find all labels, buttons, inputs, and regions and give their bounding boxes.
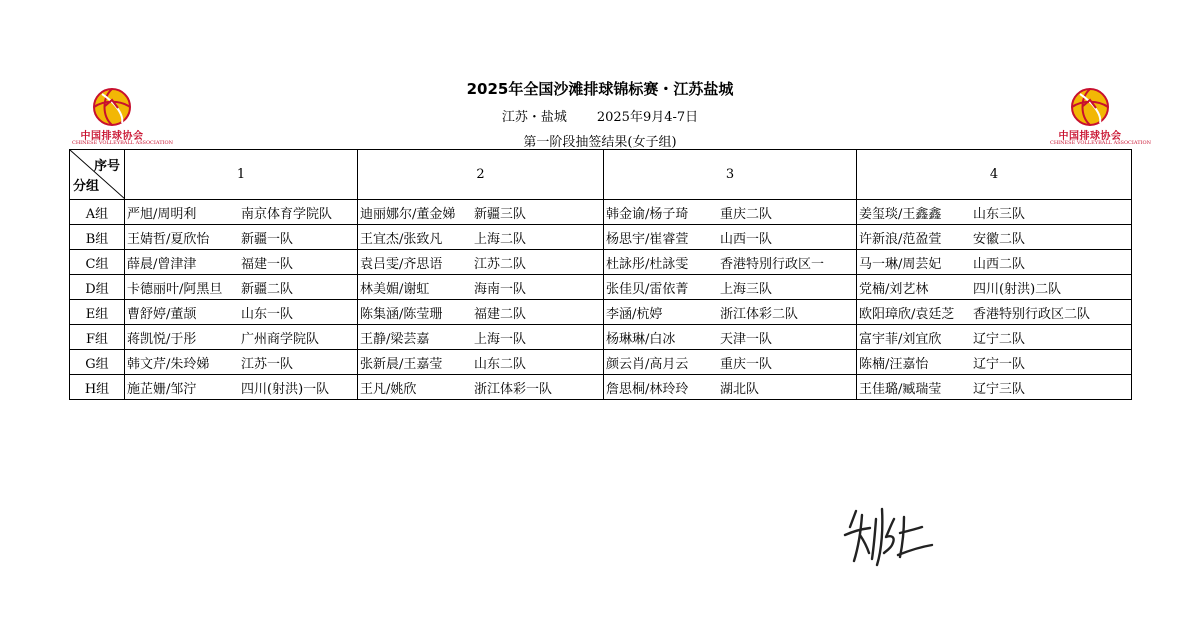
group-label: C组 [70,250,125,275]
entry-cell [125,325,358,350]
entry-cell [857,200,1132,225]
players-names: 卡德丽叶/阿黑旦 [127,281,223,297]
entry-cell [358,300,604,325]
entry-cell [604,250,857,275]
team-name: 浙江体彩一队 [474,381,553,397]
group-label: E组 [70,300,125,325]
players-names: 杜詠彤/杜詠雯 [606,256,689,272]
column-header: 4 [857,150,1132,200]
entry-cell [125,200,358,225]
header-group-label: 分组 [73,179,100,194]
team-name: 福建二队 [474,306,527,322]
team-name: 山东一队 [241,306,294,322]
players-names: 曹舒婷/董颉 [127,306,197,322]
players-names: 薛晨/曾津津 [127,256,197,272]
group-label: G组 [70,350,125,375]
entry-cell [857,325,1132,350]
entry-cell [604,325,857,350]
team-name: 上海二队 [474,231,527,247]
draw-table [69,149,1132,400]
players-names: 王佳璐/臧瑞莹 [859,381,942,397]
players-names: 林美媚/谢虹 [360,281,430,297]
entry-cell [125,300,358,325]
team-name: 辽宁二队 [973,331,1026,347]
team-name: 香港特别行政区二队 [973,306,1091,322]
group-label: F组 [70,325,125,350]
table-row [70,200,1132,225]
stage-title: 第一阶段抽签结果(女子组) [523,135,677,150]
entry-cell [358,275,604,300]
event-location: 江苏・盐城 [501,110,567,125]
team-name: 辽宁一队 [973,356,1026,372]
entry-cell [358,200,604,225]
players-names: 王凡/姚欣 [360,381,417,397]
players-names: 李涵/杭婷 [606,306,663,322]
entry-cell [857,300,1132,325]
players-names: 陈楠/汪嘉怡 [859,356,929,372]
signature [842,505,938,571]
group-label: D组 [70,275,125,300]
team-name: 天津一队 [720,331,773,347]
players-names: 张新晨/王嘉莹 [360,356,443,372]
players-names: 袁吕雯/齐思语 [360,256,443,272]
entry-cell [857,275,1132,300]
team-name: 辽宁三队 [973,381,1026,397]
column-header: 1 [125,150,358,200]
team-name: 新疆二队 [241,281,294,297]
entry-cell [358,225,604,250]
logo-subtext: CHINESE VOLLEYBALL ASSOCIATION [72,140,173,146]
players-names: 严旭/周明利 [127,206,197,222]
entry-cell [125,350,358,375]
entry-cell [604,275,857,300]
logo-name: 中国排球协会 [1058,131,1122,142]
table-row [70,225,1132,250]
players-names: 王静/梁芸嘉 [360,331,430,347]
team-name: 香港特別行政区一 [720,256,825,272]
entry-cell [358,325,604,350]
entry-cell [604,375,857,400]
team-name: 山西二队 [973,256,1026,272]
logo-name: 中国排球协会 [80,131,144,142]
document-title: 2025年全国沙滩排球锦标赛・江苏盐城 [466,80,734,98]
team-name: 新疆三队 [474,206,527,222]
team-name: 重庆一队 [720,356,773,372]
players-names: 颜云肖/高月云 [606,356,689,372]
column-header: 2 [358,150,604,200]
team-name: 湖北队 [720,381,760,397]
entry-cell [857,225,1132,250]
entry-cell [125,375,358,400]
team-name: 上海三队 [720,281,773,297]
team-name: 四川(射洪)一队 [241,381,330,397]
table-row [70,275,1132,300]
group-label: A组 [70,200,125,225]
entry-cell [358,250,604,275]
header-seq-label: 序号 [93,159,120,174]
table-row [70,300,1132,325]
players-names: 杨思宇/崔睿萱 [606,231,689,247]
players-names: 富宇菲/刘宜欣 [859,331,942,347]
entry-cell [125,250,358,275]
handwritten-signature [842,505,938,567]
team-name: 福建一队 [241,256,294,272]
players-names: 陈集涵/陈莹珊 [360,306,443,322]
players-names: 杨琳琳/白冰 [606,331,676,347]
team-name: 山西一队 [720,231,773,247]
table-row [70,350,1132,375]
team-name: 海南一队 [474,281,527,297]
players-names: 詹思桐/林玲玲 [606,381,689,397]
header-corner-cell [70,150,125,200]
logo-subtext: CHINESE VOLLEYBALL ASSOCIATION [1050,140,1151,146]
players-names: 蒋凯悦/于彤 [127,331,197,347]
players-names: 党楠/刘艺林 [859,281,929,297]
group-label: B组 [70,225,125,250]
entry-cell [125,225,358,250]
team-name: 江苏一队 [241,356,294,372]
players-names: 王婧哲/夏欣怡 [127,231,210,247]
team-name: 重庆二队 [720,206,773,222]
table-row [70,375,1132,400]
entry-cell [125,275,358,300]
players-names: 施芷姗/邹泞 [127,381,197,397]
team-name: 广州商学院队 [241,331,320,347]
entry-cell [604,225,857,250]
players-names: 许新浪/范盈萱 [859,231,942,247]
team-name: 江苏二队 [474,256,527,272]
players-names: 欧阳璋欣/袁廷芝 [859,306,955,322]
entry-cell [857,250,1132,275]
team-name: 新疆一队 [241,231,294,247]
event-dates: 2025年9月4-7日 [596,110,699,125]
header-row [70,150,1132,200]
group-label: H组 [70,375,125,400]
entry-cell [358,350,604,375]
team-name: 南京体育学院队 [241,206,333,222]
column-header: 3 [604,150,857,200]
entry-cell [358,375,604,400]
players-names: 王宜杰/张致凡 [360,231,443,247]
event-info [0,106,1200,125]
players-names: 迪丽娜尔/董金娣 [360,206,456,222]
players-names: 韩金谕/杨子琦 [606,206,689,222]
entry-cell [604,300,857,325]
players-names: 马一琳/周芸妃 [859,256,942,272]
team-name: 山东三队 [973,206,1026,222]
entry-cell [604,200,857,225]
table-row [70,250,1132,275]
entry-cell [857,350,1132,375]
team-name: 安徽二队 [973,231,1026,247]
table-row [70,325,1132,350]
players-names: 张佳贝/雷依菁 [606,281,689,297]
team-name: 浙江体彩二队 [720,306,799,322]
team-name: 四川(射洪)二队 [973,281,1062,297]
draw-table-body [70,200,1132,400]
entry-cell [857,375,1132,400]
entry-cell [604,350,857,375]
team-name: 山东二队 [474,356,527,372]
players-names: 韩文芹/朱玲娣 [127,356,210,372]
players-names: 姜玺琰/王鑫鑫 [859,206,942,222]
team-name: 上海一队 [474,331,527,347]
